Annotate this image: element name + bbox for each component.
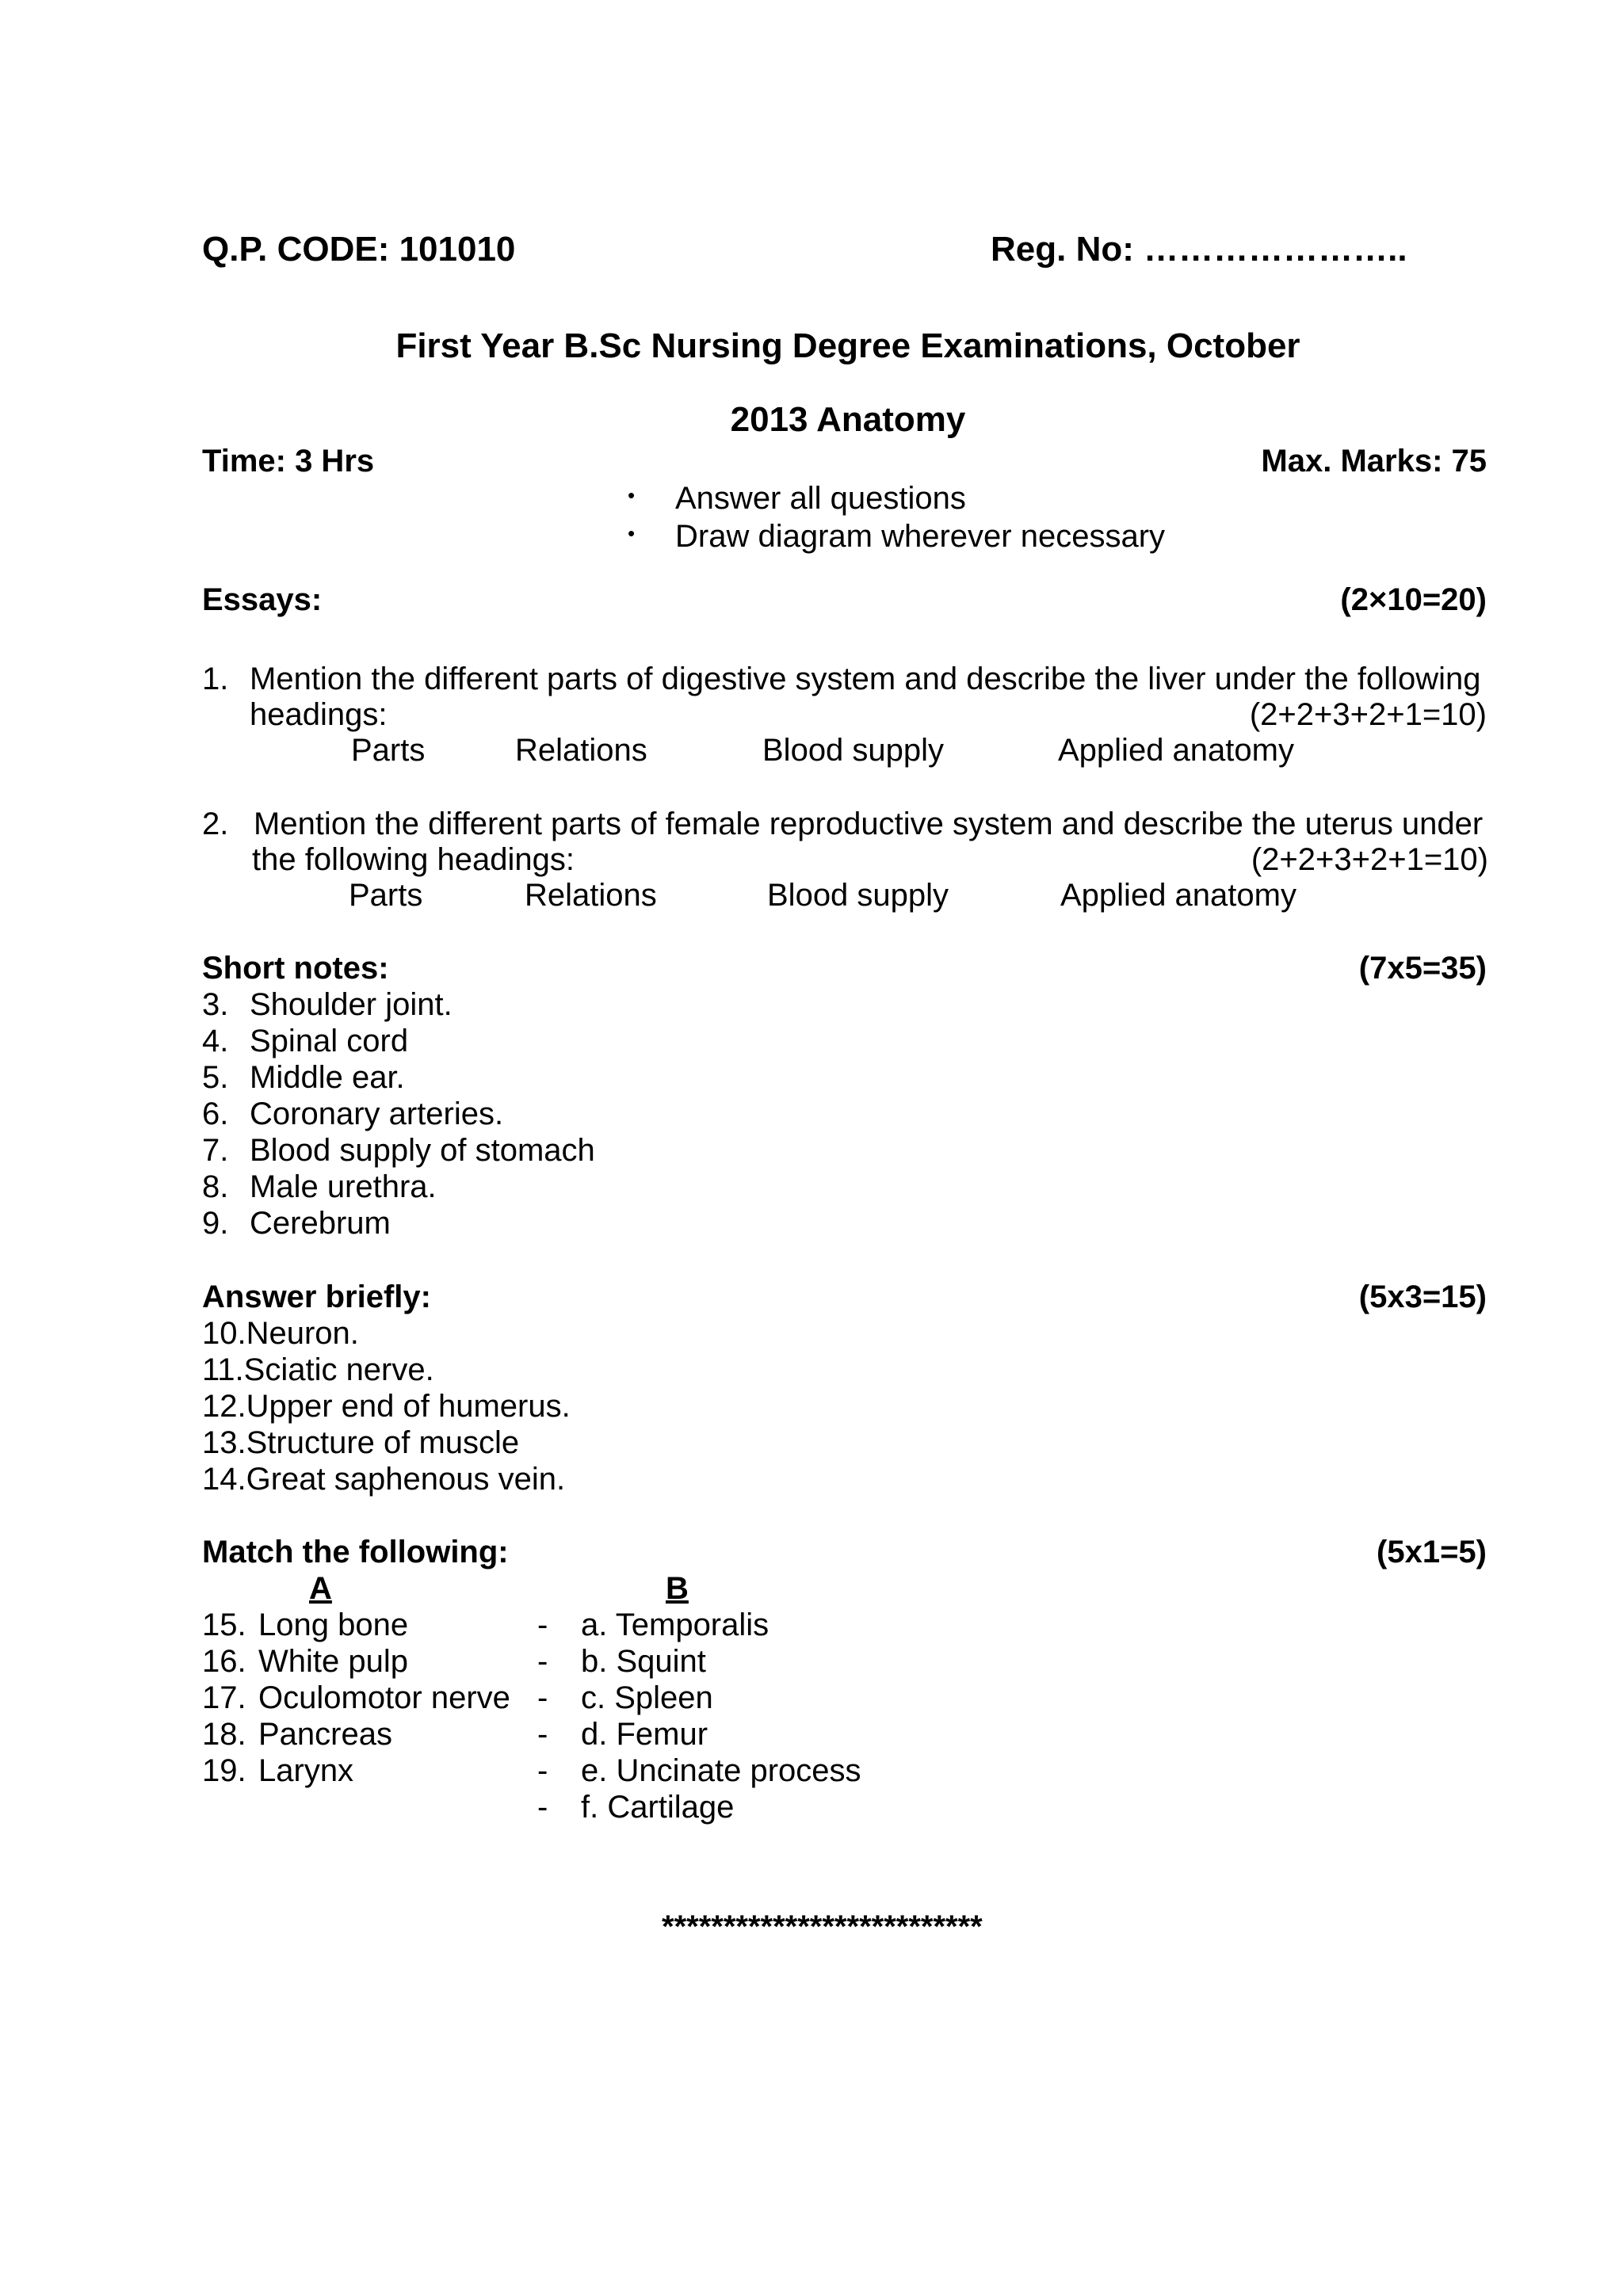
heading-parts: Parts	[349, 878, 423, 913]
bullet-icon: •	[628, 521, 636, 545]
match-marks: (5x1=5)	[1377, 1535, 1487, 1569]
question-1-marks: (2+2+3+2+1=10)	[1249, 697, 1487, 732]
question-number: 7.	[202, 1133, 229, 1168]
heading-applied-anatomy: Applied anatomy	[1058, 733, 1294, 768]
question-number: 8.	[202, 1169, 229, 1204]
question-1-line2: headings:	[250, 697, 388, 732]
heading-applied-anatomy: Applied anatomy	[1060, 878, 1296, 913]
question-2-line1: Mention the different parts of female reproductive system and describe the uterus under	[254, 807, 1484, 841]
match-right-item: f. Cartilage	[581, 1790, 735, 1825]
match-left-item: Pancreas	[258, 1717, 392, 1752]
short-note-item: Cerebrum	[250, 1206, 391, 1241]
short-note-item: Shoulder joint.	[250, 987, 453, 1022]
answer-briefly-item: 11.Sciatic nerve.	[202, 1352, 434, 1387]
match-left-item: Larynx	[258, 1753, 354, 1788]
short-note-item: Coronary arteries.	[250, 1097, 504, 1131]
column-b-header: B	[666, 1571, 689, 1606]
match-dash: -	[537, 1680, 548, 1715]
question-number: 19.	[202, 1753, 246, 1788]
match-heading: Match the following:	[202, 1535, 509, 1569]
bullet-icon: •	[628, 483, 636, 507]
answer-briefly-item: 13.Structure of muscle	[202, 1425, 520, 1460]
short-note-item: Middle ear.	[250, 1060, 405, 1095]
answer-briefly-item: 10.Neuron.	[202, 1316, 359, 1351]
match-right-item: d. Femur	[581, 1717, 708, 1752]
essays-marks: (2×10=20)	[1340, 582, 1487, 617]
short-notes-heading: Short notes:	[202, 951, 389, 986]
match-dash: -	[537, 1717, 548, 1752]
max-marks: Max. Marks: 75	[1261, 444, 1487, 479]
answer-briefly-heading: Answer briefly:	[202, 1280, 431, 1314]
answer-briefly-item: 12.Upper end of humerus.	[202, 1389, 571, 1424]
question-number: 18.	[202, 1717, 246, 1752]
question-number: 4.	[202, 1024, 229, 1058]
question-number: 15.	[202, 1608, 246, 1642]
heading-blood-supply: Blood supply	[762, 733, 945, 768]
instruction-item: Draw diagram wherever necessary	[675, 519, 1166, 554]
exam-title-line2: 2013 Anatomy	[730, 400, 966, 439]
question-2-marks: (2+2+3+2+1=10)	[1251, 842, 1488, 877]
match-right-item: e. Uncinate process	[581, 1753, 861, 1788]
question-2-line2: the following headings:	[252, 842, 575, 877]
match-dash: -	[537, 1608, 548, 1642]
question-number: 6.	[202, 1097, 229, 1131]
exam-title-line1: First Year B.Sc Nursing Degree Examinations, October	[395, 326, 1300, 365]
reg-no: Reg. No: …………………..	[991, 230, 1407, 269]
short-note-item: Blood supply of stomach	[250, 1133, 595, 1168]
answer-briefly-item: 14.Great saphenous vein.	[202, 1462, 566, 1497]
qp-code: Q.P. CODE: 101010	[202, 230, 516, 269]
question-number: 3.	[202, 987, 229, 1022]
match-left-item: Long bone	[258, 1608, 409, 1642]
short-note-item: Spinal cord	[250, 1024, 409, 1058]
essays-heading: Essays:	[202, 582, 323, 617]
match-right-item: a. Temporalis	[581, 1608, 769, 1642]
question-number: 17.	[202, 1680, 246, 1715]
heading-parts: Parts	[351, 733, 426, 768]
short-notes-marks: (7x5=35)	[1358, 951, 1487, 986]
heading-relations: Relations	[515, 733, 647, 768]
match-right-item: b. Squint	[581, 1644, 706, 1679]
match-left-item: White pulp	[258, 1644, 408, 1679]
heading-blood-supply: Blood supply	[767, 878, 949, 913]
match-dash: -	[537, 1790, 548, 1825]
question-number: 5.	[202, 1060, 229, 1095]
question-number: 9.	[202, 1206, 229, 1241]
answer-briefly-marks: (5x3=15)	[1358, 1280, 1487, 1314]
match-left-item: Oculomotor nerve	[258, 1680, 510, 1715]
match-dash: -	[537, 1753, 548, 1788]
column-a-header: A	[309, 1571, 332, 1606]
match-dash: -	[537, 1644, 548, 1679]
short-note-item: Male urethra.	[250, 1169, 437, 1204]
match-right-item: c. Spleen	[581, 1680, 713, 1715]
instruction-item: Answer all questions	[675, 481, 966, 516]
end-of-paper-stars: **************************	[662, 1909, 983, 1944]
question-number: 1.	[202, 662, 229, 696]
question-number: 2.	[202, 807, 229, 841]
time-allowed: Time: 3 Hrs	[202, 444, 375, 479]
question-number: 16.	[202, 1644, 246, 1679]
heading-relations: Relations	[525, 878, 657, 913]
question-1-line1: Mention the different parts of digestive system and describe the liver under the following	[250, 662, 1481, 696]
